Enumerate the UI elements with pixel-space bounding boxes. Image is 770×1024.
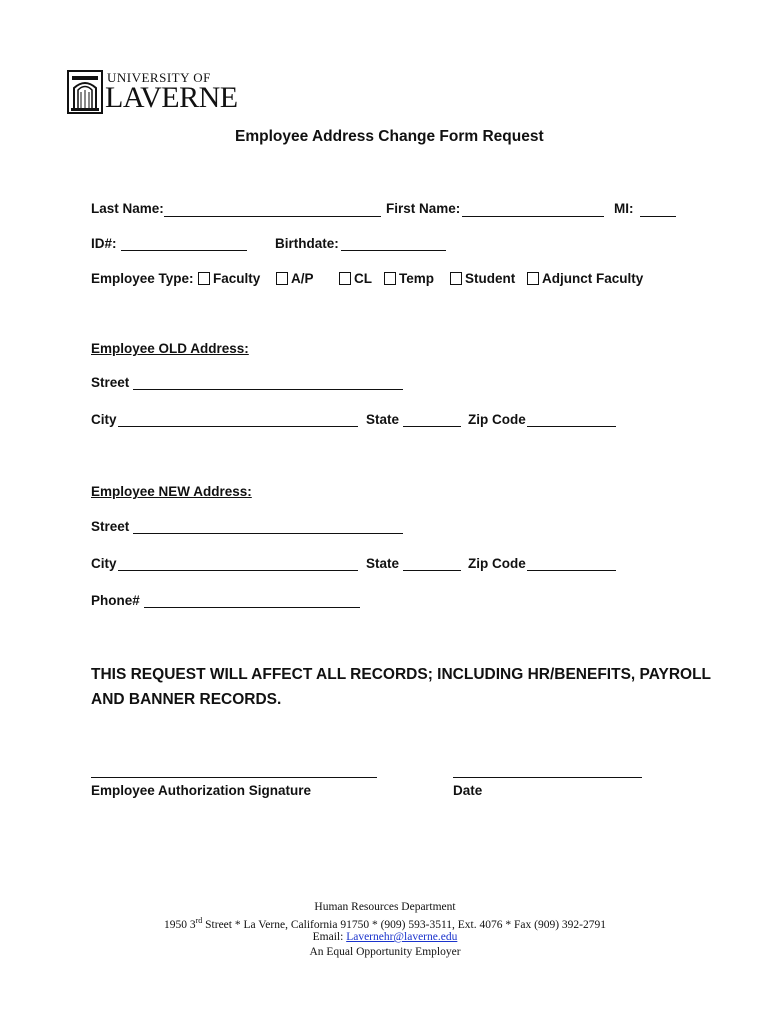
logo-line-2: LAVERNE <box>105 81 238 114</box>
last-name-field[interactable] <box>164 216 381 217</box>
footer-eoe: An Equal Opportunity Employer <box>309 946 461 958</box>
checkbox-icon <box>450 272 462 285</box>
phone-field[interactable] <box>144 607 360 608</box>
birthdate-label: Birthdate: <box>275 236 339 251</box>
old-street-field[interactable] <box>133 389 403 390</box>
new-street-field[interactable] <box>133 533 403 534</box>
date-field[interactable] <box>453 777 642 778</box>
old-state-field[interactable] <box>403 426 461 427</box>
id-field[interactable] <box>121 250 247 251</box>
checkbox-icon <box>527 272 539 285</box>
email-link[interactable]: Lavernehr@laverne.edu <box>346 931 458 943</box>
signature-field[interactable] <box>91 777 377 778</box>
checkbox-icon <box>339 272 351 285</box>
checkbox-icon <box>384 272 396 285</box>
checkbox-cl[interactable]: CL <box>339 271 372 286</box>
checkbox-temp[interactable]: Temp <box>384 271 434 286</box>
employee-type-label: Employee Type: <box>91 271 194 286</box>
new-street-label: Street <box>91 519 130 534</box>
new-city-label: City <box>91 556 117 571</box>
old-state-label: State <box>366 412 400 427</box>
new-zip-label: Zip Code <box>468 556 526 571</box>
mi-field[interactable] <box>640 216 676 217</box>
old-zip-field[interactable] <box>527 426 616 427</box>
checkbox-faculty[interactable]: Faculty <box>198 271 260 286</box>
checkbox-ap[interactable]: A/P <box>276 271 314 286</box>
new-address-heading: Employee NEW Address: <box>91 484 252 499</box>
logo-line-1: UNIVERSITY OF <box>107 70 211 85</box>
birthdate-field[interactable] <box>341 250 446 251</box>
old-city-label: City <box>91 412 117 427</box>
signature-label: Employee Authorization Signature <box>91 783 312 798</box>
new-state-label: State <box>366 556 400 571</box>
gateway-icon <box>67 70 103 114</box>
footer-email: Email: Lavernehr@laverne.edu <box>312 931 458 943</box>
notice-line-2: AND BANNER RECORDS. <box>91 691 282 708</box>
old-city-field[interactable] <box>118 426 358 427</box>
footer-dept: Human Resources Department <box>314 901 456 913</box>
id-label: ID#: <box>91 236 117 251</box>
notice-line-1: THIS REQUEST WILL AFFECT ALL RECORDS; INCLUDING HR/BENEFITS, PAYROLL <box>91 666 712 683</box>
footer-address: 1950 3rd Street * La Verne, California 91750 * (909) 593-3511, Ext. 4076 * Fax (909) 392-2791 <box>163 916 606 931</box>
checkbox-adjunct-faculty[interactable]: Adjunct Faculty <box>527 271 643 286</box>
phone-label: Phone# <box>91 593 140 608</box>
form-title: Employee Address Change Form Request <box>235 128 544 145</box>
checkbox-icon <box>276 272 288 285</box>
old-address-heading: Employee OLD Address: <box>91 341 249 356</box>
checkbox-icon <box>198 272 210 285</box>
mi-label: MI: <box>614 201 634 216</box>
new-city-field[interactable] <box>118 570 358 571</box>
first-name-field[interactable] <box>462 216 604 217</box>
old-zip-label: Zip Code <box>468 412 526 427</box>
checkbox-student[interactable]: Student <box>450 271 515 286</box>
university-logo <box>67 70 249 114</box>
new-zip-field[interactable] <box>527 570 616 571</box>
last-name-label: Last Name: <box>91 201 164 216</box>
old-street-label: Street <box>91 375 130 390</box>
new-state-field[interactable] <box>403 570 461 571</box>
date-label: Date <box>453 783 483 798</box>
first-name-label: First Name: <box>386 201 461 216</box>
